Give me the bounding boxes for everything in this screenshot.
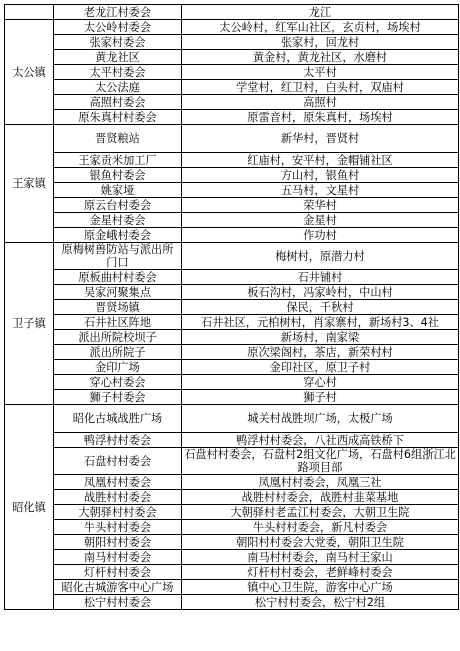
table-row [5, 183, 459, 198]
area-cell: 狮子村 [182, 390, 459, 405]
table-row [5, 375, 459, 390]
area-cell: 新场村，南家梁 [182, 330, 459, 345]
area-cell: 战胜村村委会，战胜村韭菜基地 [182, 490, 459, 505]
area-cell: 石井社区，元柏树村，肖家寨村，新场村3、4社 [182, 315, 459, 330]
table-row [5, 80, 459, 95]
area-cell: 学堂村，红卫村，白头村，双庙村 [182, 80, 459, 95]
place-cell: 凤凰村村委会 [54, 475, 182, 490]
table-row [5, 390, 459, 405]
area-cell: 原次梁阁村，茶店，新荣村村 [182, 345, 459, 360]
table-row [5, 153, 459, 168]
town-cell: 昭化镇 [5, 405, 54, 610]
table-row [5, 595, 459, 610]
place-cell: 张家村委会 [54, 35, 182, 50]
place-cell: 金印广场 [54, 360, 182, 375]
area-cell: 高照村 [182, 95, 459, 110]
place-cell: 太平村委会 [54, 65, 182, 80]
table-row [5, 20, 459, 35]
place-cell: 松宁村村委会 [54, 595, 182, 610]
area-cell: 保民，千秋村 [182, 300, 459, 315]
table-row [5, 580, 459, 595]
place-cell: 金星村委会 [54, 213, 182, 228]
table-row [5, 490, 459, 505]
table-row [5, 243, 459, 270]
area-cell: 镇中心卫生院，游客中心广场 [182, 580, 459, 595]
place-cell: 派出所院校坝子 [54, 330, 182, 345]
area-cell: 城关村战胜坝广场，太极广场 [182, 405, 459, 433]
area-cell: 张家村，回龙村 [182, 35, 459, 50]
area-cell: 荣华村 [182, 198, 459, 213]
table-row [5, 270, 459, 285]
place-cell: 派出所院子 [54, 345, 182, 360]
area-cell: 南马村村委会，南马村王家山 [182, 550, 459, 565]
location-table-body [5, 5, 459, 610]
place-cell: 穿心村委会 [54, 375, 182, 390]
area-cell: 板石沟村，冯家岭村，中山村 [182, 285, 459, 300]
area-cell: 松宁村村委会，松宁村2组 [182, 595, 459, 610]
place-cell: 老龙江村委会 [54, 5, 182, 20]
place-cell: 原板曲村村委会 [54, 270, 182, 285]
table-row [5, 330, 459, 345]
location-table [4, 4, 459, 610]
table-row [5, 300, 459, 315]
area-cell: 穿心村 [182, 375, 459, 390]
table-row [5, 110, 459, 125]
table-row [5, 550, 459, 565]
table-row [5, 448, 459, 475]
table-row [5, 565, 459, 580]
area-cell: 太平村 [182, 65, 459, 80]
area-cell: 原雷音村，原朱真村，场埃村 [182, 110, 459, 125]
area-cell: 作功村 [182, 228, 459, 243]
area-cell: 石井铺村 [182, 270, 459, 285]
table-row [5, 95, 459, 110]
table-row [5, 168, 459, 183]
place-cell: 黄龙社区 [54, 50, 182, 65]
area-cell: 金印社区，原卫子村 [182, 360, 459, 375]
area-cell: 五马村，文星村 [182, 183, 459, 198]
place-cell: 太公法庭 [54, 80, 182, 95]
place-cell: 晋贤场镇 [54, 300, 182, 315]
place-cell: 原金峨村委会 [54, 228, 182, 243]
place-cell: 朝阳村村委会 [54, 535, 182, 550]
table-row [5, 198, 459, 213]
place-cell: 狮子村委会 [54, 390, 182, 405]
place-cell: 石盘村村委会 [54, 448, 182, 475]
town-cell [5, 5, 54, 20]
table-row [5, 535, 459, 550]
area-cell: 方山村，银鱼村 [182, 168, 459, 183]
table-row [5, 315, 459, 330]
place-cell: 晋贤粮站 [54, 125, 182, 153]
place-cell: 石井社区阵地 [54, 315, 182, 330]
town-cell: 太公镇 [5, 20, 54, 125]
area-cell: 黄金村，黄龙社区，水磨村 [182, 50, 459, 65]
area-cell: 牛头村村委会，新凡村委会 [182, 520, 459, 535]
place-cell: 灯杆村村委会 [54, 565, 182, 580]
table-row [5, 433, 459, 448]
area-cell: 大朝驿村老孟江村委会，大朝卫生院 [182, 505, 459, 520]
place-cell: 吴家河聚集点 [54, 285, 182, 300]
place-cell: 原梅树兽防站与派出所门口 [54, 243, 182, 270]
place-cell: 南马村村委会 [54, 550, 182, 565]
area-cell: 朝阳村村委会大党委，朝阳卫生院 [182, 535, 459, 550]
place-cell: 原云台村委会 [54, 198, 182, 213]
table-row [5, 520, 459, 535]
place-cell: 战胜村村委会 [54, 490, 182, 505]
table-row [5, 125, 459, 153]
place-cell: 王家贡米加工厂 [54, 153, 182, 168]
table-row [5, 35, 459, 50]
table-row [5, 505, 459, 520]
area-cell: 太公岭村，红军山社区，玄贞村，场埃村 [182, 20, 459, 35]
area-cell: 凤凰村村委会，凤凰三社 [182, 475, 459, 490]
place-cell: 原朱真村村委会 [54, 110, 182, 125]
area-cell: 红庙村，安平村，金帽铺社区 [182, 153, 459, 168]
table-row [5, 345, 459, 360]
table-row [5, 475, 459, 490]
table-row [5, 405, 459, 433]
table-row [5, 5, 459, 20]
area-cell: 灯杆村村委会，老鲜峰村委会 [182, 565, 459, 580]
table-row [5, 50, 459, 65]
place-cell: 姚家垭 [54, 183, 182, 198]
place-cell: 昭化古城战胜广场 [54, 405, 182, 433]
area-cell: 龙江 [182, 5, 459, 20]
place-cell: 昭化古城游客中心广场 [54, 580, 182, 595]
place-cell: 银鱼村委会 [54, 168, 182, 183]
place-cell: 鸭浮村村委会 [54, 433, 182, 448]
table-row [5, 360, 459, 375]
table-row [5, 228, 459, 243]
area-cell: 金星村 [182, 213, 459, 228]
area-cell: 石盘村村委会，石盘村2组文化广场，石盘村6组浙江北路项目部 [182, 448, 459, 475]
table-row [5, 285, 459, 300]
area-cell: 新华村，晋贤村 [182, 125, 459, 153]
table-row [5, 213, 459, 228]
table-row [5, 65, 459, 80]
town-cell: 王家镇 [5, 125, 54, 243]
place-cell: 太公岭村委会 [54, 20, 182, 35]
place-cell: 高照村委会 [54, 95, 182, 110]
area-cell: 梅树村，原潜力村 [182, 243, 459, 270]
town-cell: 卫子镇 [5, 243, 54, 405]
place-cell: 牛头村村委会 [54, 520, 182, 535]
area-cell: 鸭浮村村委会，八社西成高铁桥下 [182, 433, 459, 448]
place-cell: 大朝驿村村委会 [54, 505, 182, 520]
